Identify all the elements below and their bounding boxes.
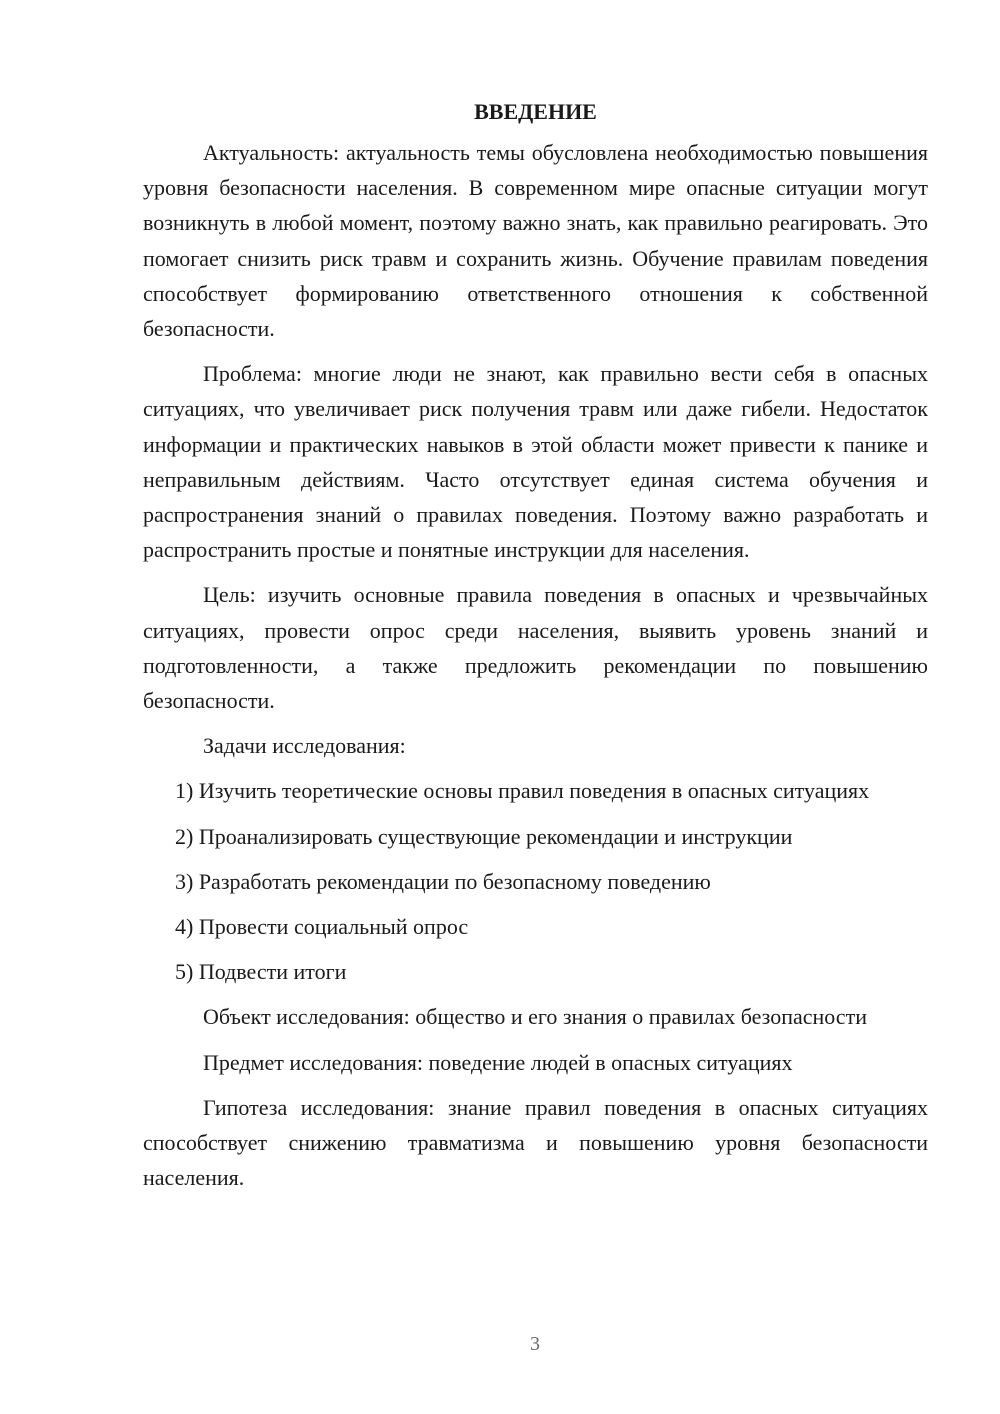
list-item: 1) Изучить теоретические основы правил поведения в опасных ситуациях — [175, 778, 870, 804]
page-number: 3 — [530, 1333, 540, 1355]
object-paragraph: Объект исследования: общество и его знания о правилах безопасности — [203, 1004, 867, 1030]
list-item: 3) Разработать рекомендации по безопасному поведению — [175, 868, 711, 894]
tasks-heading: Задачи исследования: — [203, 733, 406, 759]
list-item: 5) Подвести итоги — [175, 959, 347, 985]
hypothesis-paragraph: Гипотеза исследования: знание правил поведения в опасных ситуациях способствует снижению травматизма и повышению уровня безопасности населения. — [143, 1094, 928, 1191]
list-item: 2) Проанализировать существующие рекомендации и инструкции — [175, 823, 793, 849]
tasks-list — [143, 773, 928, 989]
relevance-paragraph: Актуальность: актуальность темы обусловлена необходимостью повышения уровня безопасности населения. В современном мире опасные ситуации могут возникнуть в любой момент, поэтому важно знать, как правильно реагировать. Это помогает снизить риск травм и сохранить жизнь. Обучение правилам поведения способствует формированию ответственного отношения к собственной безопасности. — [143, 140, 928, 342]
subject-paragraph: Предмет исследования: поведение людей в опасных ситуациях — [203, 1049, 793, 1075]
page-title: ВВЕДЕНИЕ — [474, 99, 597, 124]
goal-paragraph: Цель: изучить основные правила поведения в опасных и чрезвычайных ситуациях, провести опрос среди населения, выявить уровень знаний и подготовленности, а также предложить рекомендации по повышению безопасности. — [143, 582, 928, 714]
problem-paragraph: Проблема: многие люди не знают, как правильно вести себя в опасных ситуациях, что увеличивает риск получения травм или даже гибели. Недостаток информации и практических навыков в этой области может привести к панике и неправильным действиям. Часто отсутствует единая система обучения и распространения знаний о правилах поведения. Поэтому важно разработать и распространить простые и понятные инструкции для населения. — [143, 361, 928, 563]
list-item: 4) Провести социальный опрос — [175, 914, 469, 940]
page-content — [143, 94, 928, 1205]
